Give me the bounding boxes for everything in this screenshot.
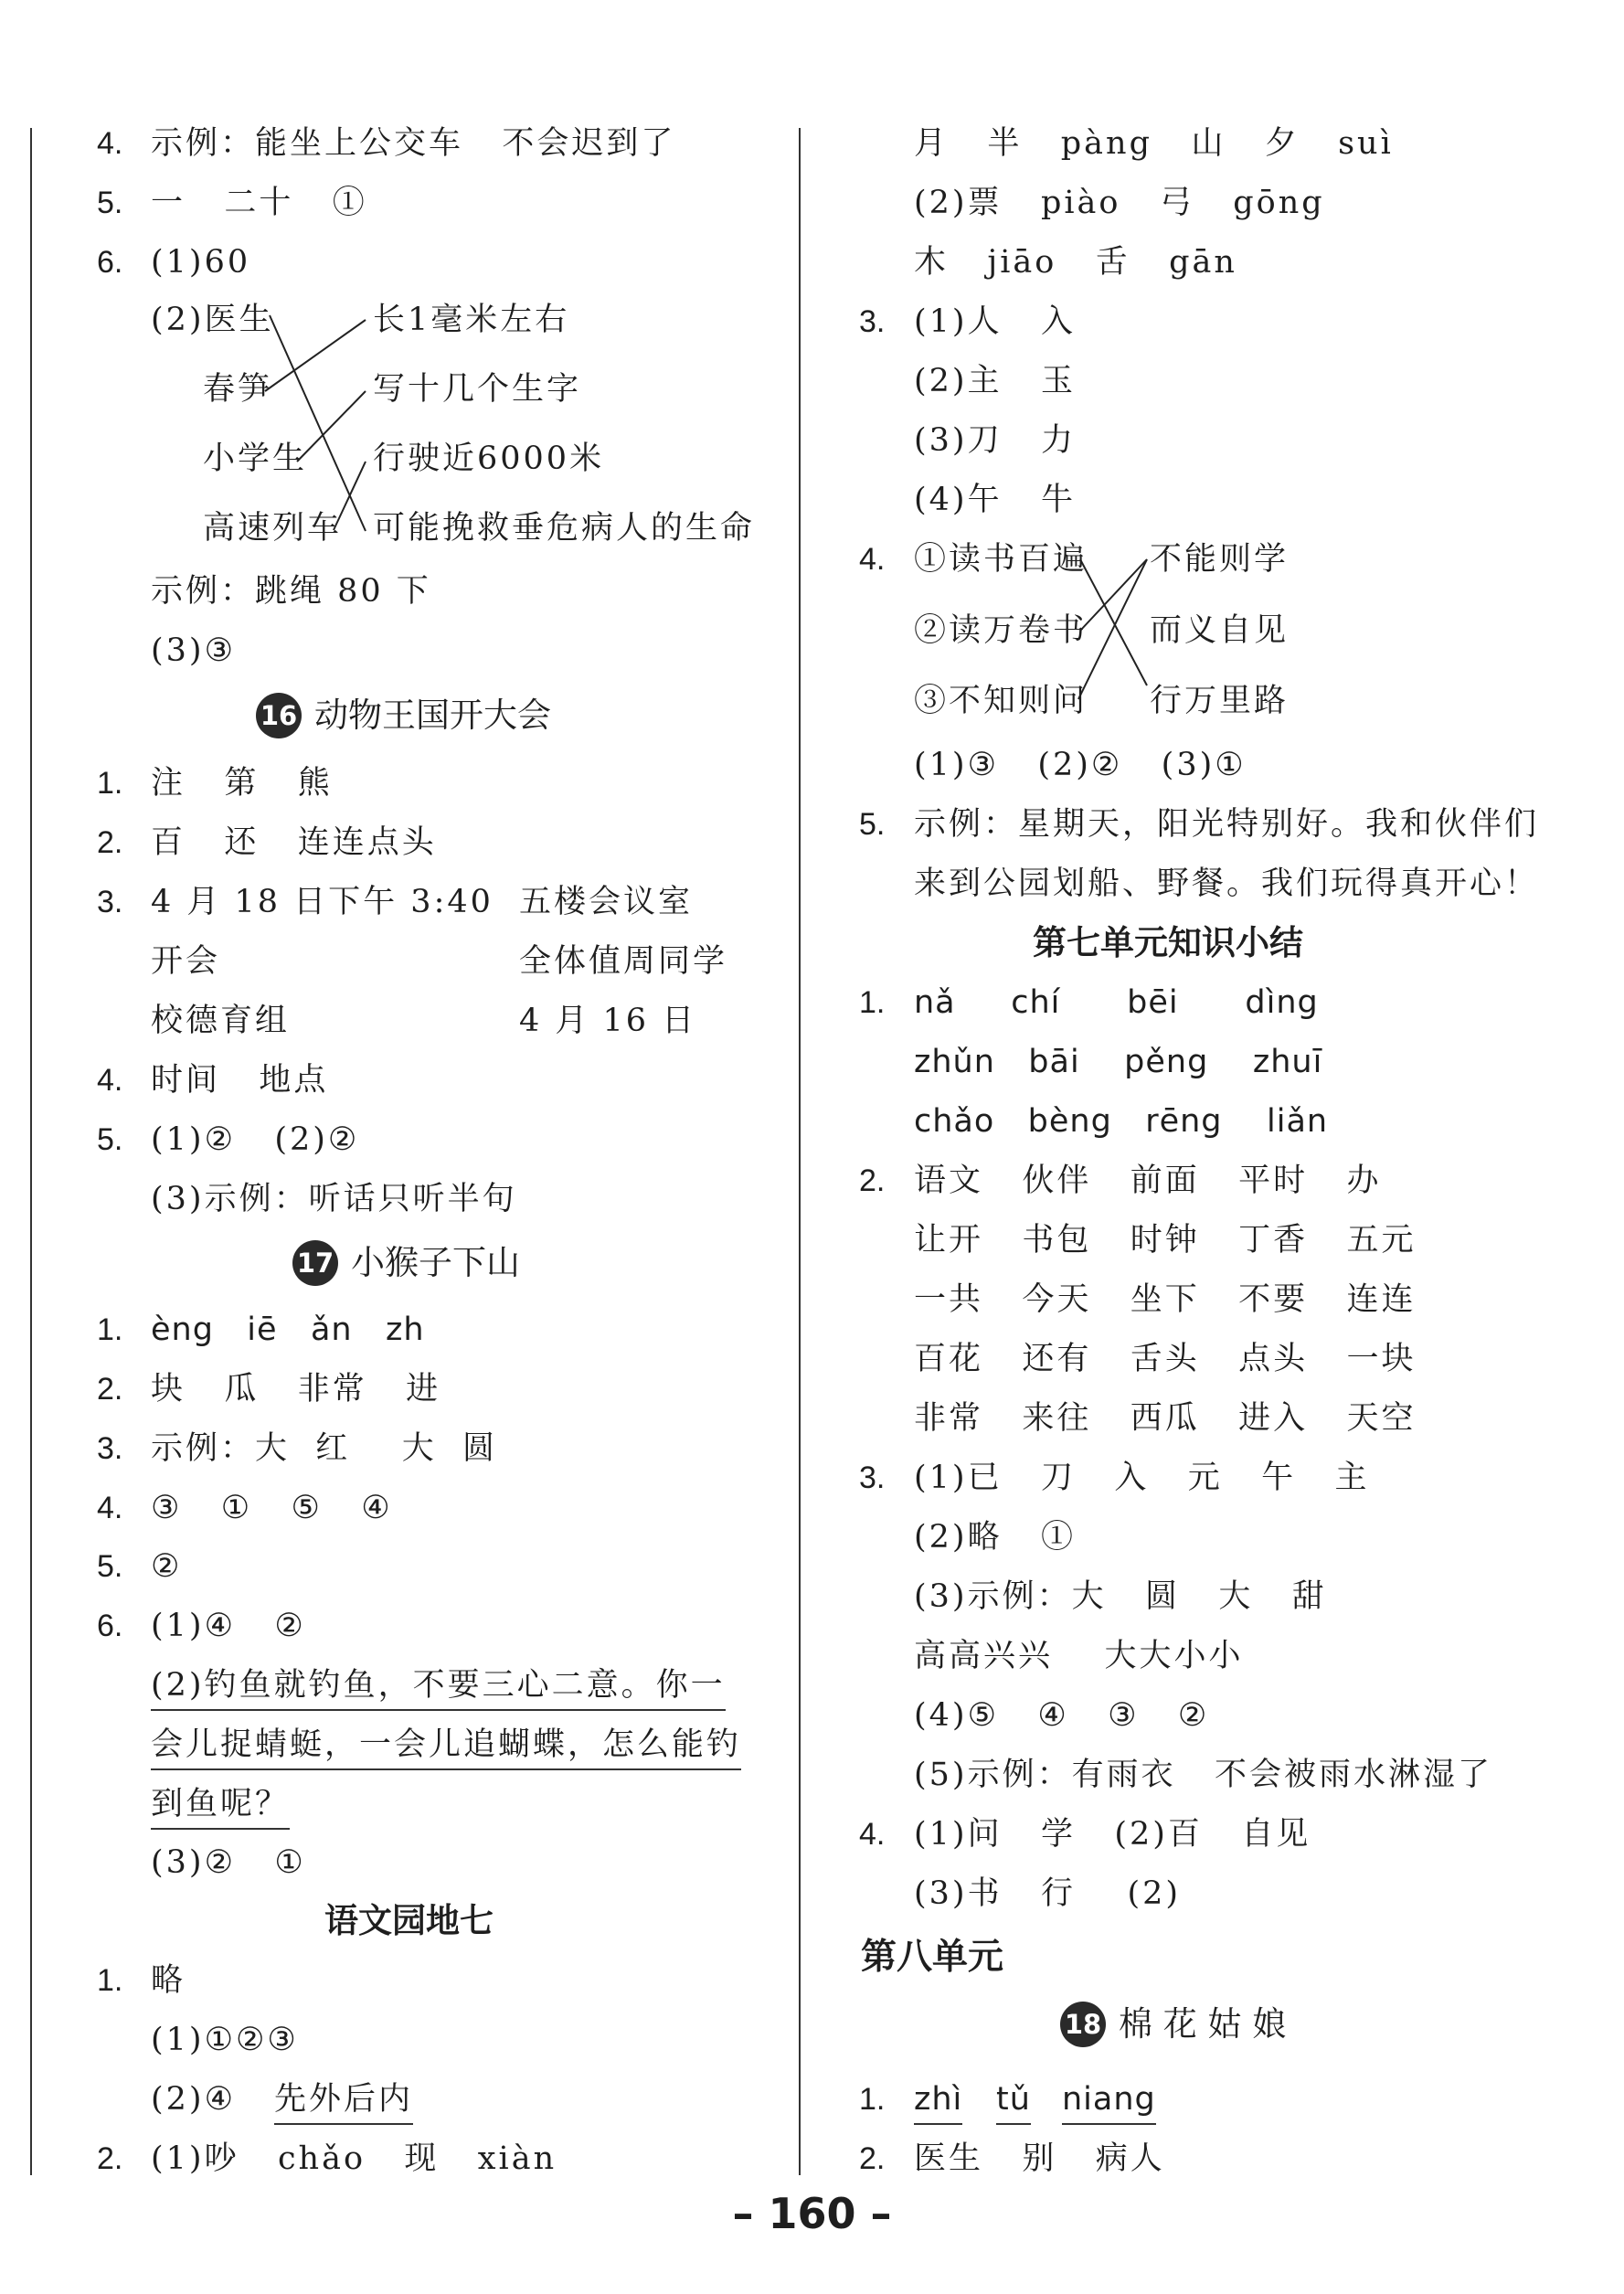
answer-line: 一 二十 ① — [151, 185, 367, 221]
underlined-answer: zhì — [914, 2079, 962, 2125]
answer-line: (2)④ — [151, 2081, 236, 2118]
match-right-item: 长1毫米左右 — [373, 302, 570, 338]
lesson-number-badge: 17 — [292, 1240, 338, 1286]
answer-line: 木 jiāo 舌 gān — [914, 244, 1237, 281]
match-right-item: 可能挽救垂危病人的生命 — [373, 510, 756, 547]
match-left-item: 高速列车 — [203, 510, 343, 547]
match-left-item: ③不知则问 — [914, 683, 1088, 719]
answer-line: 全体值周同学 — [519, 943, 728, 980]
unit-heading: 第八单元 — [861, 1937, 1004, 1978]
answer-line: chǎo bèng rēng liǎn — [914, 1103, 1329, 1140]
q-num: 2. — [97, 825, 123, 860]
lesson-heading — [256, 693, 551, 738]
answer-line: (5)示例：有雨衣 不会被雨水淋湿了 — [914, 1757, 1492, 1793]
answer-line: (3)示例：听话只听半句 — [151, 1181, 517, 1217]
answer-line: (1)③ (2)② (3)① — [914, 747, 1247, 783]
lesson-number-badge: 18 — [1060, 2002, 1106, 2047]
q-num: 1. — [97, 1312, 123, 1347]
lesson-heading — [1060, 2002, 1286, 2047]
answer-line: èng iē ǎn zh — [151, 1312, 425, 1348]
q-num: 5. — [97, 1122, 123, 1157]
answer-line: 时间 地点 — [151, 1062, 329, 1099]
lesson-title: 小猴子下山 — [351, 1243, 520, 1282]
answer-line: 月 半 pàng 山 夕 suì — [914, 125, 1394, 162]
answer-line: 开会 — [151, 943, 221, 980]
answer-line: 五楼会议室 — [519, 884, 694, 920]
answer-line: 略 — [151, 1962, 186, 1999]
answer-line: 注 第 熊 — [151, 765, 333, 802]
answer-line: (1)问 学 (2)百 自见 — [914, 1816, 1311, 1853]
answer-line: 示例：大 红 大 圆 — [151, 1430, 498, 1467]
q-num: 1. — [859, 2082, 886, 2117]
q-num: 4. — [97, 1063, 123, 1098]
underlined-answer: 会儿捉蜻蜓，一会儿追蝴蝶，怎么能钓 — [151, 1725, 741, 1770]
q-num: 5. — [97, 1549, 123, 1584]
answer-line: 一共 今天 坐下 不要 连连 — [914, 1281, 1417, 1318]
q-num: 6. — [97, 1609, 123, 1643]
answer-line: (3)② ① — [151, 1844, 306, 1881]
section-heading: 语文园地七 — [324, 1901, 494, 1940]
answer-line: 4 月 16 日 — [519, 1003, 697, 1039]
answer-line: 非常 来往 西瓜 进入 天空 — [914, 1400, 1417, 1437]
q-num: 5. — [97, 186, 123, 220]
answer-line: 校德育组 — [151, 1003, 291, 1039]
answer-line: (3)刀 力 — [914, 422, 1076, 459]
q-num: 5. — [859, 807, 886, 842]
answer-line: zhǔn bāi pěng zhuī — [914, 1044, 1323, 1080]
q-num: 2. — [97, 1372, 123, 1407]
answer-line: (1)已 刀 入 元 午 主 — [914, 1460, 1370, 1496]
q-num: 1. — [97, 766, 123, 801]
answer-line: 示例：星期天，阳光特别好。我和伙伴们 — [914, 806, 1540, 843]
answer-line: ③ ① ⑤ ④ — [151, 1490, 393, 1526]
answer-line: (1)④ ② — [151, 1608, 306, 1644]
answer-line: 百 还 连连点头 — [151, 824, 437, 861]
answer-line: 示例：跳绳 80 下 — [151, 573, 431, 610]
answer-line: (3)示例：大 圆 大 甜 — [914, 1578, 1327, 1615]
underlined-answer: 到鱼呢？ — [151, 1784, 290, 1830]
match-right-item: 行万里路 — [1150, 683, 1290, 719]
underlined-answer: niang — [1062, 2079, 1156, 2125]
q-num: 2. — [97, 2141, 123, 2176]
answer-line: (2)略 ① — [914, 1519, 1076, 1556]
answer-line: (3)③ — [151, 632, 236, 669]
q-num: 3. — [97, 885, 123, 919]
q-num: 3. — [859, 1460, 886, 1495]
answer-line: (1)吵 chǎo 现 xiàn — [151, 2140, 557, 2177]
lesson-title: 动物王国开大会 — [314, 696, 551, 735]
q-num: 6. — [97, 245, 123, 280]
match-right-item: 写十几个生字 — [373, 371, 582, 408]
match-right-item: 不能则学 — [1150, 541, 1290, 578]
answer-line: 医生 别 病人 — [914, 2140, 1165, 2177]
q-num: 3. — [859, 304, 886, 339]
answer-line: 让开 书包 时钟 丁香 五元 — [914, 1222, 1417, 1259]
answer-line: 4 月 18 日下午 3:40 — [151, 884, 494, 920]
match-left-item: 小学生 — [203, 441, 308, 477]
answer-line: 块 瓜 非常 进 — [151, 1371, 441, 1407]
answer-line: (4)午 牛 — [914, 482, 1076, 518]
lesson-title: 棉 花 姑 娘 — [1119, 2004, 1287, 2044]
q-num: 2. — [859, 1163, 886, 1198]
match-left-item: ①读书百遍 — [914, 541, 1088, 578]
answer-line: 高高兴兴 大大小小 — [914, 1638, 1244, 1674]
match-right-item: 行驶近6000米 — [373, 441, 605, 477]
section-heading: 第七单元知识小结 — [1033, 923, 1303, 962]
answer-line: (1)60 — [151, 244, 251, 281]
answer-line: (3)书 行 (2) — [914, 1875, 1182, 1912]
q-num: 2. — [859, 2141, 886, 2176]
match-left-item: 春笋 — [203, 371, 273, 408]
page-number: – 160 – — [732, 2189, 892, 2238]
answer-line: (1)② (2)② — [151, 1121, 360, 1158]
lesson-number-badge: 16 — [256, 693, 302, 738]
answer-line: (4)⑤ ④ ③ ② — [914, 1697, 1210, 1734]
answer-line: 百花 还有 舌头 点头 一块 — [914, 1341, 1417, 1377]
answer-line: (1)①②③ — [151, 2022, 299, 2058]
match-right-item: 而义自见 — [1150, 612, 1290, 649]
underlined-answer: (2)钓鱼就钓鱼，不要三心二意。你一 — [151, 1665, 726, 1711]
answer-line: 来到公园划船、野餐。我们玩得真开心！ — [914, 866, 1540, 902]
answer-line: (2)主 玉 — [914, 363, 1076, 399]
underlined-answer: tǔ — [996, 2079, 1031, 2125]
answer-line: ② — [151, 1548, 183, 1585]
answer-line: nǎ chí bēi dìng — [914, 984, 1319, 1021]
underlined-answer: 先外后内 — [274, 2079, 413, 2125]
answer-line: 示例：能坐上公交车 不会迟到了 — [151, 125, 676, 162]
q-num: 4. — [859, 1817, 886, 1852]
lesson-heading — [292, 1240, 520, 1286]
q-num: 3. — [97, 1431, 123, 1466]
match-left-item: (2)医生 — [151, 302, 274, 338]
q-num: 4. — [859, 542, 886, 577]
q-num: 4. — [97, 1491, 123, 1525]
answer-line: (1)人 入 — [914, 303, 1076, 340]
match-left-item: ②读万卷书 — [914, 612, 1088, 649]
q-num: 4. — [97, 126, 123, 161]
answer-line: 语文 伙伴 前面 平时 办 — [914, 1163, 1382, 1199]
answer-line: (2)票 piào 弓 gōng — [914, 185, 1325, 221]
q-num: 1. — [859, 985, 886, 1020]
q-num: 1. — [97, 1963, 123, 1998]
